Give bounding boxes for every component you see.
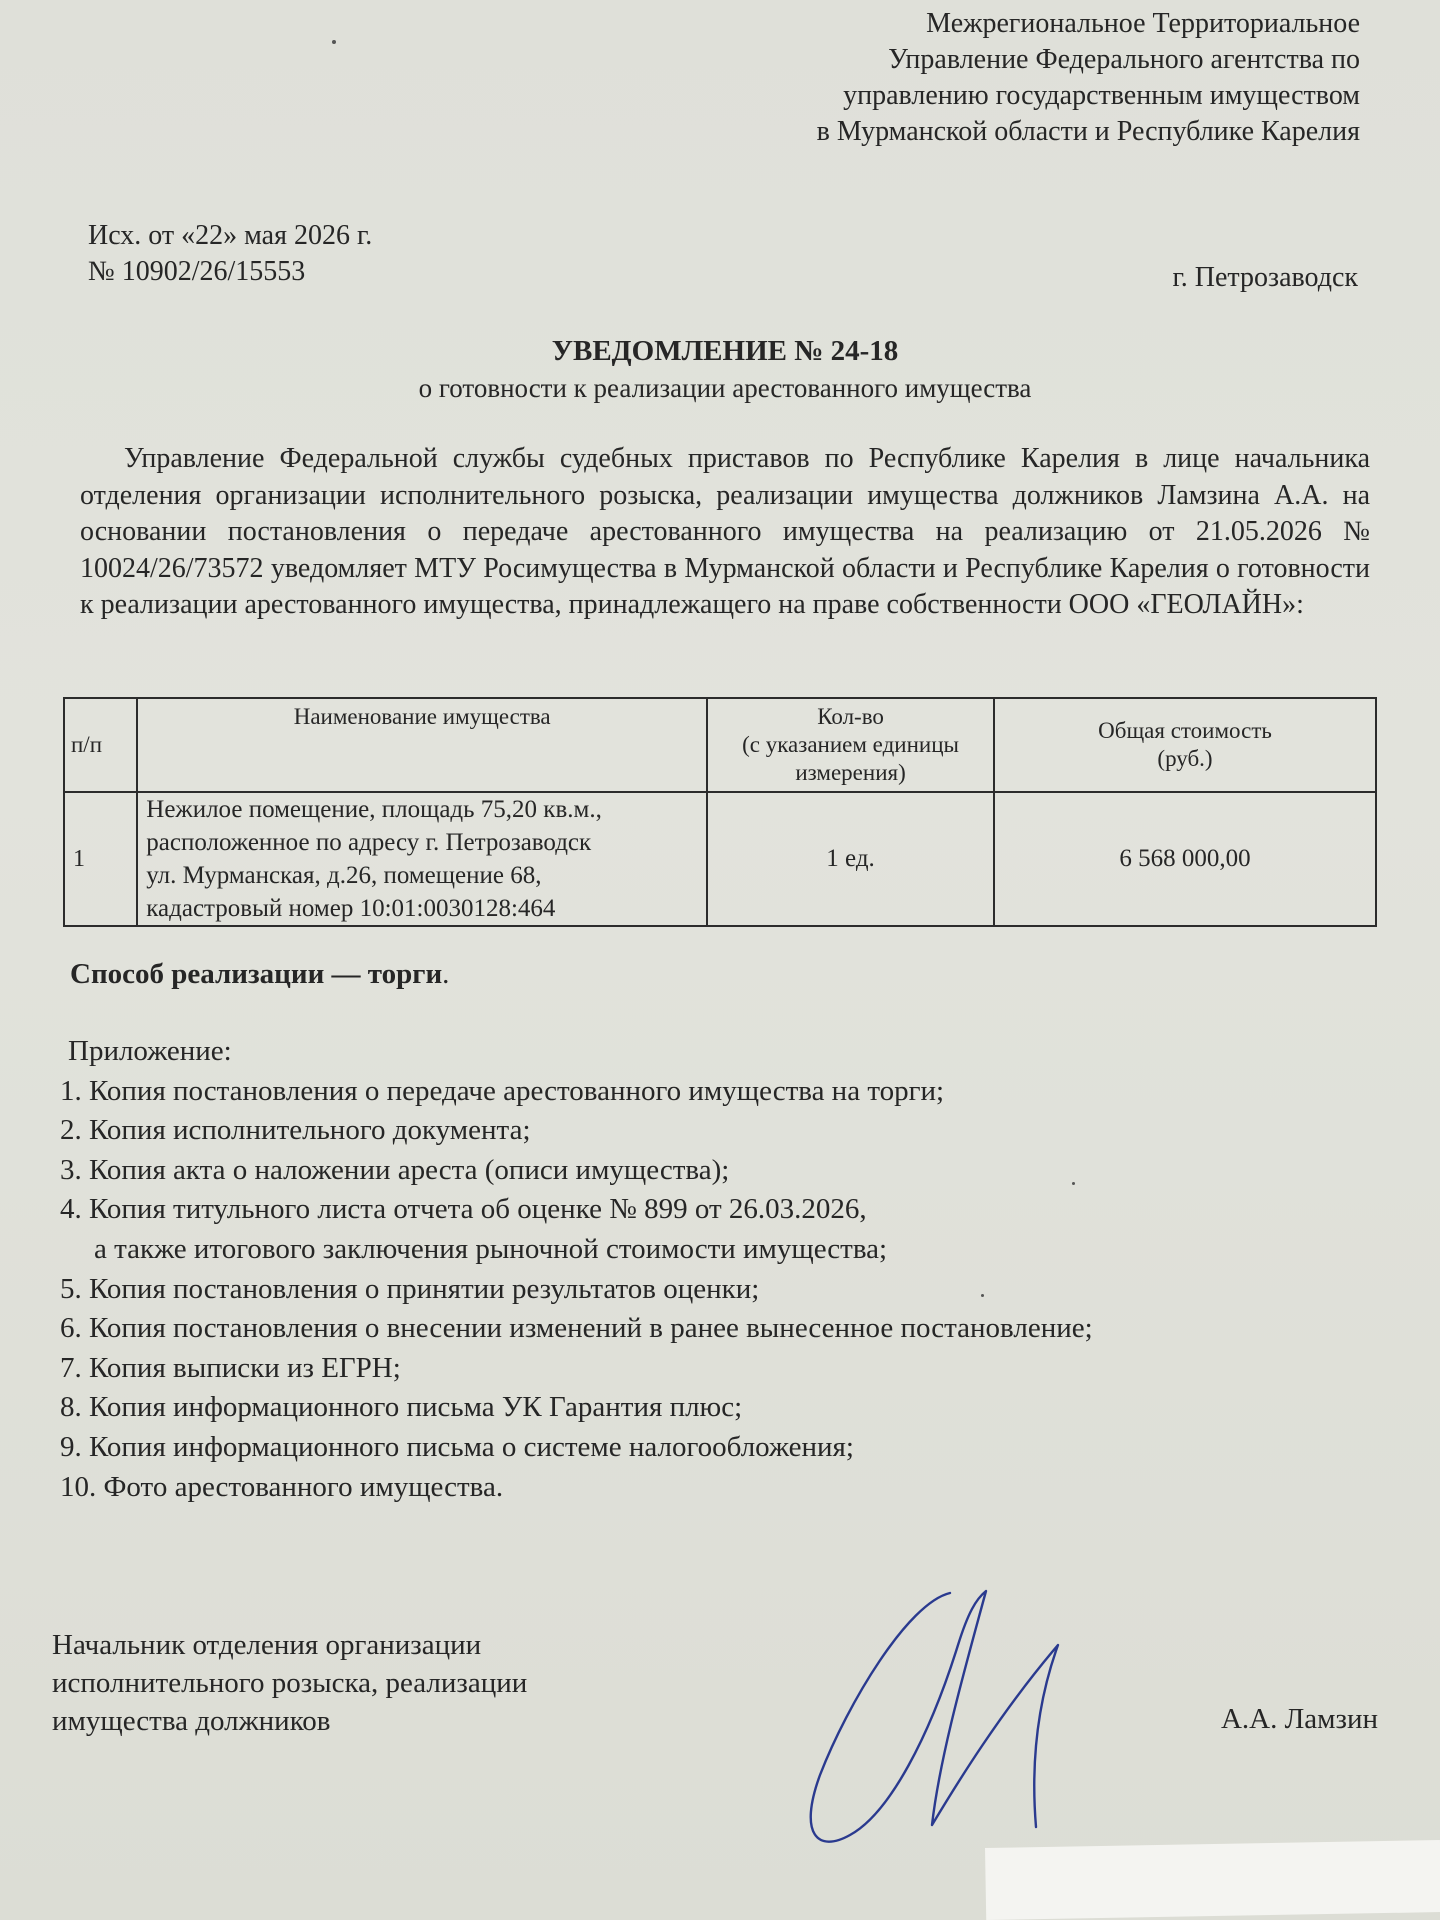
outgoing-date: Исх. от «22» мая 2026 г.: [88, 220, 373, 251]
document-title: УВЕДОМЛЕНИЕ № 24-18: [551, 335, 899, 367]
attachment-item: 8. Копия информационного письма УК Гарантия плюс;: [60, 1391, 743, 1424]
table-row: [64, 792, 1376, 926]
property-table: [63, 697, 1377, 927]
attachment-item: 10. Фото арестованного имущества.: [60, 1470, 504, 1503]
table-header-row: [64, 698, 1376, 792]
header-qty-line: Кол-во: [817, 704, 884, 729]
attachment-item: 5. Копия постановления о принятии результатов оценки;: [60, 1272, 760, 1305]
row-name-line: кадастровый номер 10:01:0030128:464: [146, 895, 556, 922]
addressee-line: в Мурманской области и Республике Карелия: [816, 116, 1360, 147]
row-cost: 6 568 000,00: [994, 792, 1376, 926]
attachment-item: 6. Копия постановления о внесении изменений в ранее вынесенное постановление;: [60, 1312, 1093, 1345]
paper-speck: [981, 1294, 984, 1297]
attachment-item: 3. Копия акта о наложении ареста (описи имущества);: [60, 1153, 730, 1186]
attachment-item-continuation: а также итогового заключения рыночной стоимости имущества;: [94, 1232, 888, 1265]
row-name-line: расположенное по адресу г. Петрозаводск: [146, 829, 592, 856]
attachments: [60, 1032, 1093, 1507]
paper-sticker: [985, 1840, 1440, 1920]
addressee-line: Управление Федерального агентства по: [888, 44, 1360, 75]
sale-method: [70, 955, 449, 993]
attachment-item: 1. Копия постановления о передаче арестованного имущества на торги;: [60, 1074, 945, 1107]
row-name-line: Нежилое помещение, площадь 75,20 кв.м.,: [146, 796, 602, 823]
header-cost-line: (руб.): [1157, 746, 1213, 771]
header-num: п/п: [64, 698, 137, 792]
outgoing-number: № 10902/26/15553: [88, 256, 306, 287]
row-qty: 1 ед.: [707, 792, 994, 926]
city: г. Петрозаводск: [1172, 262, 1358, 293]
outgoing-reference: [88, 218, 372, 290]
title-block: [0, 332, 1440, 406]
row-name-line: ул. Мурманская, д.26, помещение 68,: [146, 862, 542, 889]
document-subtitle: о готовности к реализации арестованного имущества: [418, 373, 1032, 403]
signer-position-line: исполнительного розыска, реализации: [52, 1667, 528, 1699]
row-num: 1: [64, 792, 137, 926]
header-name: Наименование имущества: [137, 698, 707, 792]
signer-position-line: Начальник отделения организации: [52, 1629, 482, 1661]
attachment-item: 7. Копия выписки из ЕГРН;: [60, 1351, 401, 1384]
header-cost: [994, 698, 1376, 792]
attachment-item: 9. Копия информационного письма о системе налогообложения;: [60, 1430, 854, 1463]
signer-name: А.А. Ламзин: [1220, 1703, 1378, 1735]
addressee-line: Межрегиональное Территориальное: [926, 8, 1360, 39]
attachment-item: 2. Копия исполнительного документа;: [60, 1114, 531, 1147]
header-qty: [707, 698, 994, 792]
signer-position: [52, 1626, 527, 1740]
paper-speck: [1072, 1182, 1075, 1185]
addressee-block: [817, 6, 1360, 150]
attachment-item: 4. Копия титульного листа отчета об оценке № 899 от 26.03.2026,: [60, 1193, 867, 1226]
header-cost-line: Общая стоимость: [1098, 718, 1272, 743]
addressee-line: управлению государственным имуществом: [843, 80, 1360, 111]
handwritten-signature: [790, 1585, 1090, 1855]
sale-method-tail: .: [442, 958, 450, 990]
signer-position-line: имущества должников: [52, 1705, 331, 1737]
sale-method-label: Способ реализации — торги: [70, 958, 443, 990]
attachments-heading: Приложение:: [68, 1035, 232, 1067]
paper-speck: [332, 40, 336, 44]
header-qty-line: измерения): [795, 760, 906, 785]
row-name: [137, 792, 707, 926]
header-qty-line: (с указанием единицы: [742, 732, 959, 757]
body-paragraph: Управление Федеральной службы судебных приставов по Республике Карелия в лице начальника отделения организации исполнительного розыска, реализации имущества должников Ламзина А.А. на основании постановления о передаче арестованного имущества на реализацию от 21.05.2026 № 10024/26/73572 уведомляет МТУ Росимущества в Мурманской области и Республике Карелия о готовности к реализации арестованного имущества, принадлежащего на праве собственности ООО «ГЕОЛАЙН»:: [80, 443, 1370, 620]
attachments-list: [60, 1072, 1093, 1508]
